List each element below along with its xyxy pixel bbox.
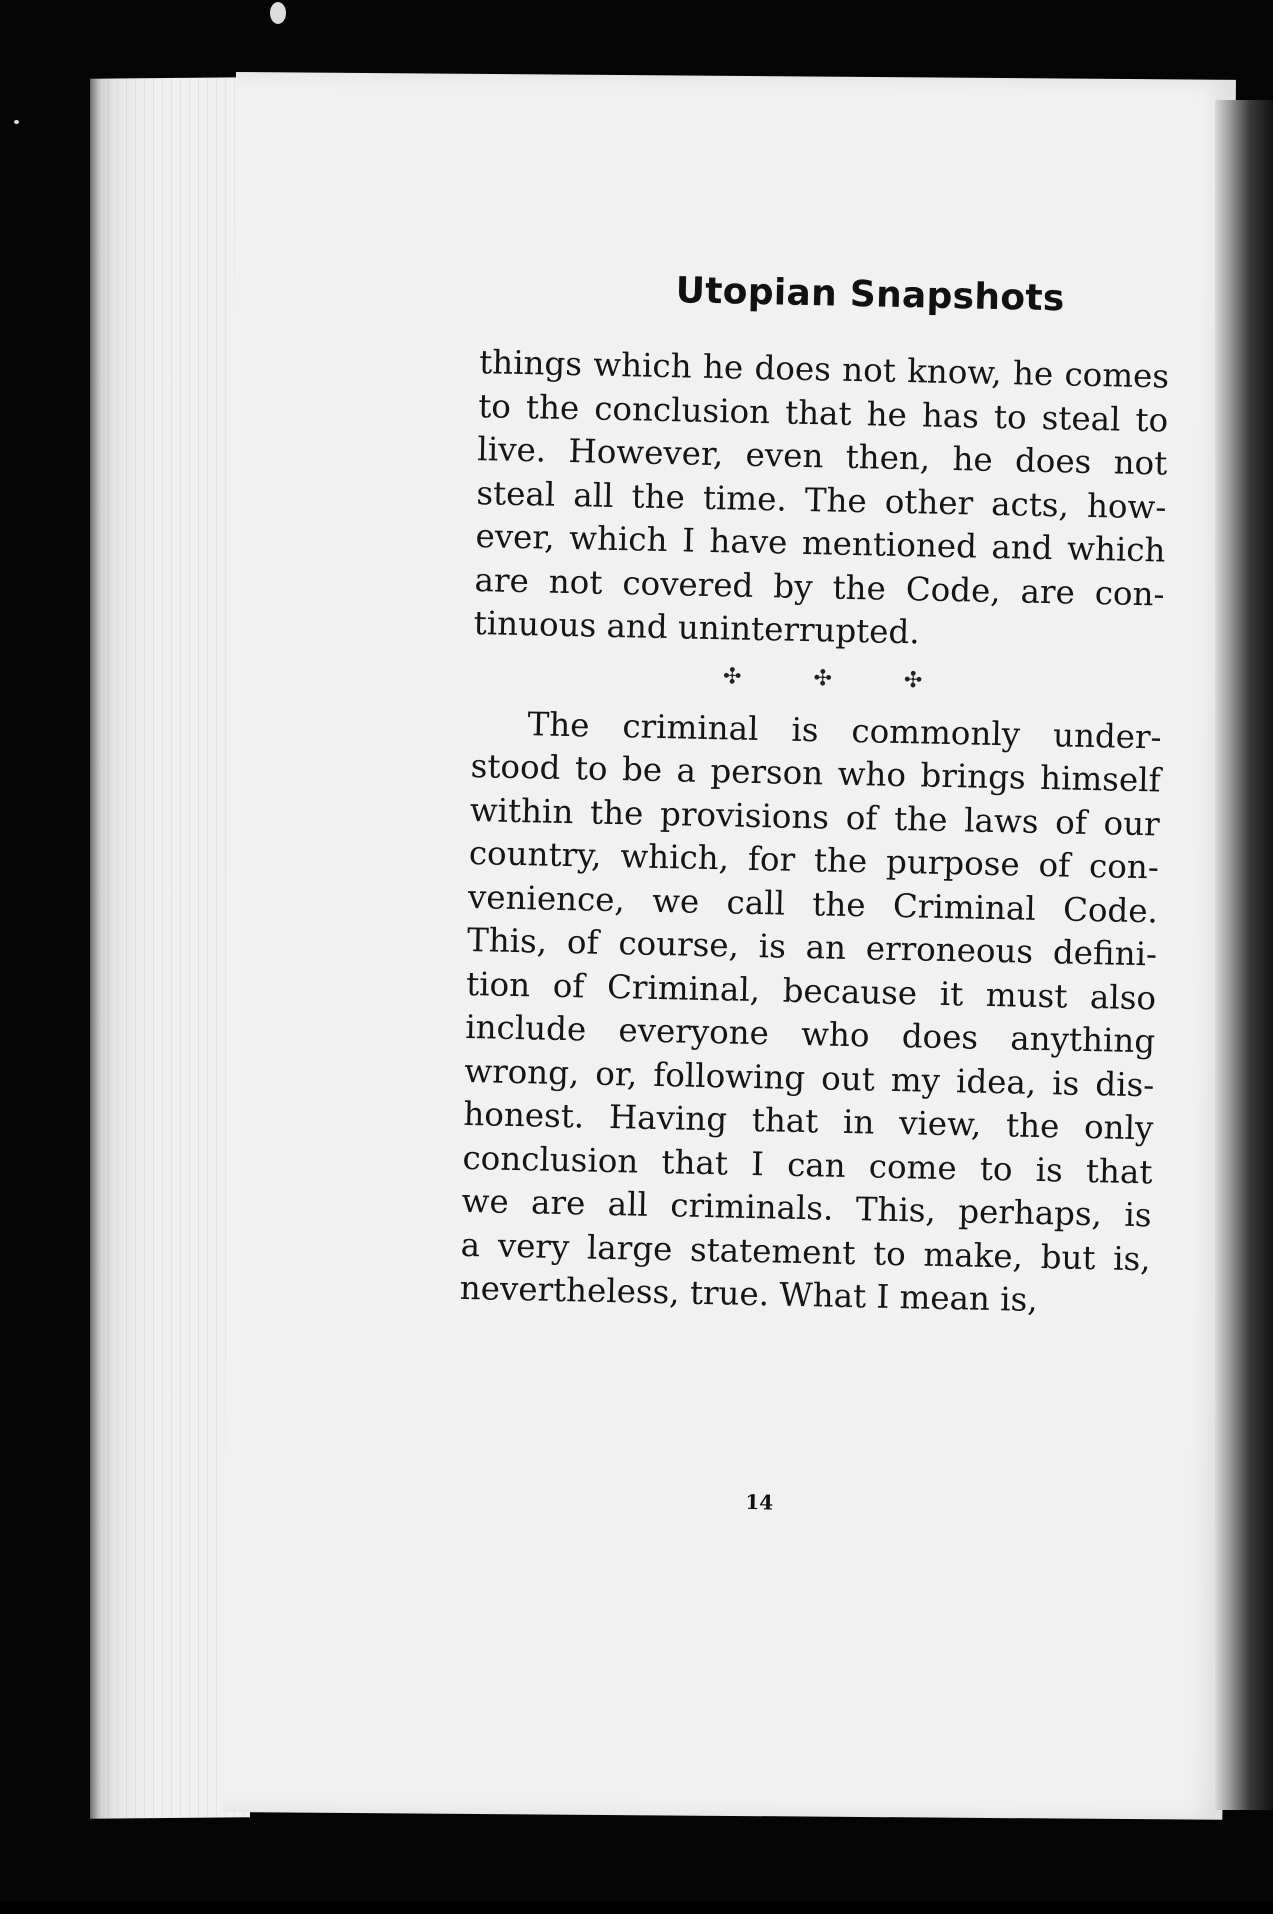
text-line: stood to be a person who brings himself [470,747,1162,800]
page-number: 14 [745,1489,774,1515]
text-line: to the conclusion that he has to steal to [477,386,1169,440]
body-text [459,341,1169,1325]
running-head: Utopian Snapshots [675,270,1065,320]
text-line: honest. Having that in view, the only [463,1094,1154,1148]
text-line: things which he does not know, he comes [478,343,1170,396]
text-line: This, of course, is an erroneous defini- [466,920,1158,974]
text-line: The criminal is commonly under- [527,704,1162,756]
text-line: conclusion that I can come to is that [462,1138,1153,1191]
text-line: live. However, even then, he does not [477,430,1168,483]
ornament-glyph: ✣ [813,665,833,692]
ornament-glyph: ✣ [722,664,742,690]
ornament-glyph: ✣ [903,667,923,694]
text-line: we are all criminals. This, perhaps, is [461,1181,1152,1235]
text-line: include everyone who does anything [464,1007,1156,1061]
paragraph-2 [459,702,1162,1325]
text-line: nevertheless, true. What I mean is, [459,1268,1039,1319]
text-line: tinuous and uninterrupted. [473,604,921,652]
paragraph-1 [473,341,1169,660]
text-line: tion of Criminal, because it must also [465,964,1157,1017]
text-line: are not covered by the Code, are con- [474,560,1165,613]
text-line: a very large statement to make, but is, [460,1225,1151,1278]
text-line: venience, we call the Criminal Code. [467,877,1159,930]
text-line: wrong, or, following out my idea, is dis- [463,1051,1155,1104]
text-line: within the provisions of the laws of our [469,790,1161,843]
text-line: steal all the time. The other acts, how- [476,473,1167,527]
section-ornaments [472,650,1163,708]
text-line: country, which, for the purpose of con- [468,833,1160,887]
text-line: ever, which I have mentioned and which [475,517,1166,570]
